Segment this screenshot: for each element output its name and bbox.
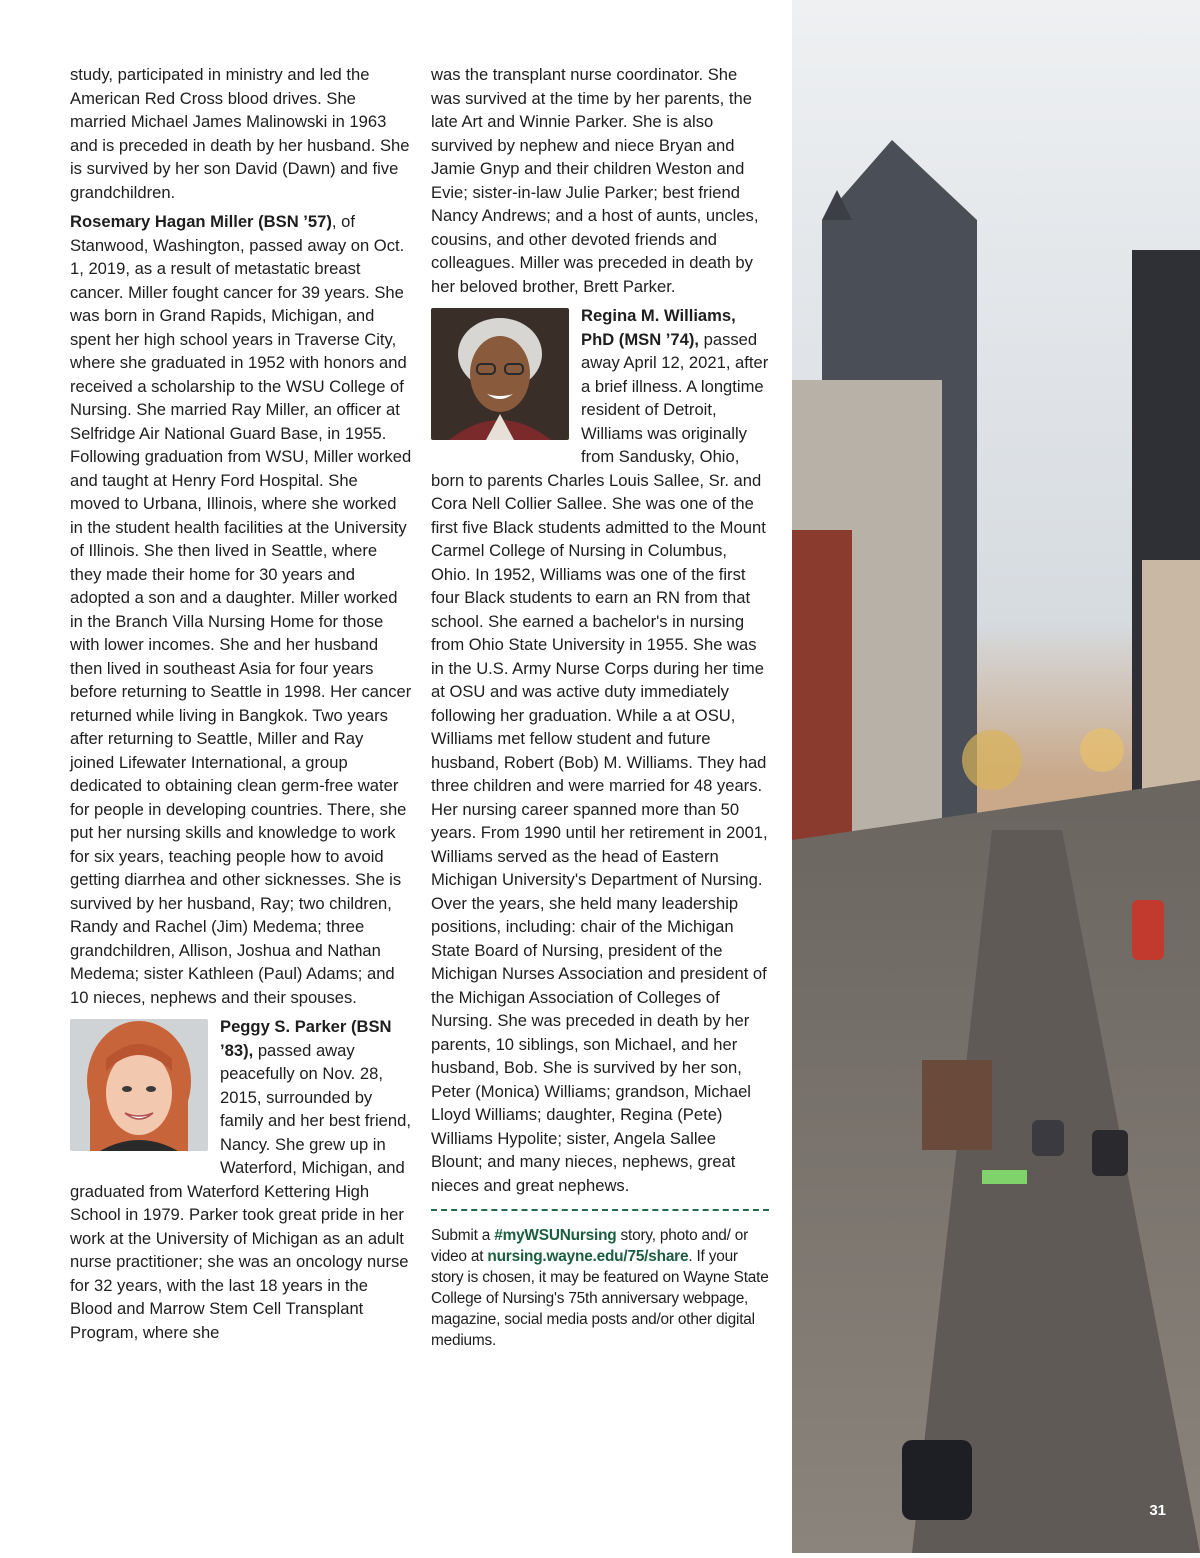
page-number: 31 (1149, 1502, 1166, 1519)
obituary-name-williams: Regina M. Williams, PhD (MSN ’74), (581, 306, 736, 349)
peggy-parker-photo (70, 1019, 208, 1151)
obituary-text-parker: passed away peacefully on Nov. 28, 2015, surrounded by family and her best friend, Nancy. She grew up in Waterford, Michigan, and graduated from Waterford Kettering High School in 1979. Parker took great pride in her work at the University of Michigan as an adult nurse practitioner; she was an oncology nurse for 32 years, with the last 18 years in the Blood and Marrow Stem Cell Transplant Program, where she (70, 1040, 411, 1342)
hashtag-link[interactable]: #myWSUNursing (494, 1227, 617, 1244)
obituary-parker (70, 1015, 412, 1344)
dashed-divider (431, 1209, 769, 1211)
obituary-text-williams: passed away April 12, 2021, after a brief illness. A longtime resident of Detroit, Williams was originally from Sandusky, Ohio, born to parents Charles Louis Sallee, Sr. and Cora Nell Collier Sallee. She was one of the first five Black students admitted to the Mount Carmel College of Nursing in Columbus, Ohio. In 1952, Williams was one of the first four Black students to earn an RN from that school. She earned a bachelor's in nursing from Ohio State University in 1955. She was in the U.S. Army Nurse Corps during her time at OSU and was active duty immediately following her graduation. While a at OSU, Williams met fellow student and future husband, Robert (Bob) M. Williams. They had three children and were married for 48 years. Her nursing career spanned more than 50 years. From 1990 until her retirement in 2001, Williams served as the head of Eastern Michigan University's Department of Nursing. Over the years, she held many leadership positions, including: chair of the Michigan State Board of Nursing, president of the Michigan Nurses Association and president of the Michigan Association of Colleges of Nursing. She was preceded in death by her parents, 10 siblings, son Michael, and her husband, Bob. She is survived by her son, Peter (Monica) Williams; grandson, Michael Lloyd Williams; daughter, Regina (Pete) Williams Hypolite; sister, Angela Sallee Blount; and many nieces, nephews, great nieces and great nephews. (431, 329, 769, 1195)
submit-story-callout: Submit a #myWSUNursing story, photo and/ or video at nursing.wayne.edu/75/share. If your story is chosen, it may be featured on Wayne State College of Nursing's 75th anniversary webpage, magazine, social media posts and/or other digital mediums. (431, 1227, 769, 1349)
obituary-text-miller: , of Stanwood, Washington, passed away on Oct. 1, 2019, as a result of metastatic breast cancer. Miller fought cancer for 39 years. She was born in Grand Rapids, Michigan, and spent her high school years in Traverse City, where she graduated in 1952 with honors and received a scholarship to the WSU College of Nursing. She married Ray Miller, an officer at Selfridge Air National Guard Base, in 1955. Following graduation from WSU, Miller worked and taught at Henry Ford Hospital. She moved to Urbana, Illinois, where she worked in the student health facilities at the University of Illinois. She then lived in Seattle, where they made their home for 30 years and adopted a son and a daughter. Miller worked in the Branch Villa Nursing Home for those with lower incomes. She and her husband then lived in southeast Asia for four years before returning to Seattle in 1998. Her cancer returned while living in Bangkok. Two years after returning to Seattle, Miller and Ray joined Lifewater International, a group dedicated to obtaining clean germ-free water for people in developing countries. There, she put her nursing skills and knowledge to work for six years, teaching people how to avoid getting diarrhea and other sicknesses. She is survived by her husband, Ray; two children, Randy and Rachel (Jim) Medema; three grandchildren, Allison, Joshua and Nathan Medema; sister Kathleen (Paul) Adams; and 10 nieces, nephews and their spouses. (70, 212, 412, 1007)
share-url-link[interactable]: nursing.wayne.edu/75/share (487, 1248, 689, 1265)
obituary-miller (70, 210, 412, 1009)
paragraph-malinowski-end: study, participated in ministry and led the American Red Cross blood drives. She married Michael James Malinowski in 1963 and is preceded in death by her husband. She is survived by her son David (Dawn) and five grandchildren. (70, 65, 410, 202)
paragraph-parker-end: was the transplant nurse coordinator. She was survived at the time by her parents, the late Art and Winnie Parker. She is also survived by nephew and niece Bryan and Jamie Gnyp and their children Weston and Evie; sister-in-law Julie Parker; best friend Nancy Andrews; and a host of aunts, uncles, cousins, and other devoted friends and colleagues. Miller was preceded in death by her beloved brother, Brett Parker. (431, 65, 759, 296)
obituary-name-parker: Peggy S. Parker (BSN ’83), (220, 1017, 392, 1060)
detroit-street-photo (792, 0, 1200, 1553)
article-column-right (431, 63, 771, 1351)
article-column-left (70, 63, 412, 1350)
regina-williams-photo (431, 308, 569, 440)
obituary-name-miller: Rosemary Hagan Miller (BSN ’57) (70, 212, 332, 231)
obituary-williams (431, 304, 771, 1197)
